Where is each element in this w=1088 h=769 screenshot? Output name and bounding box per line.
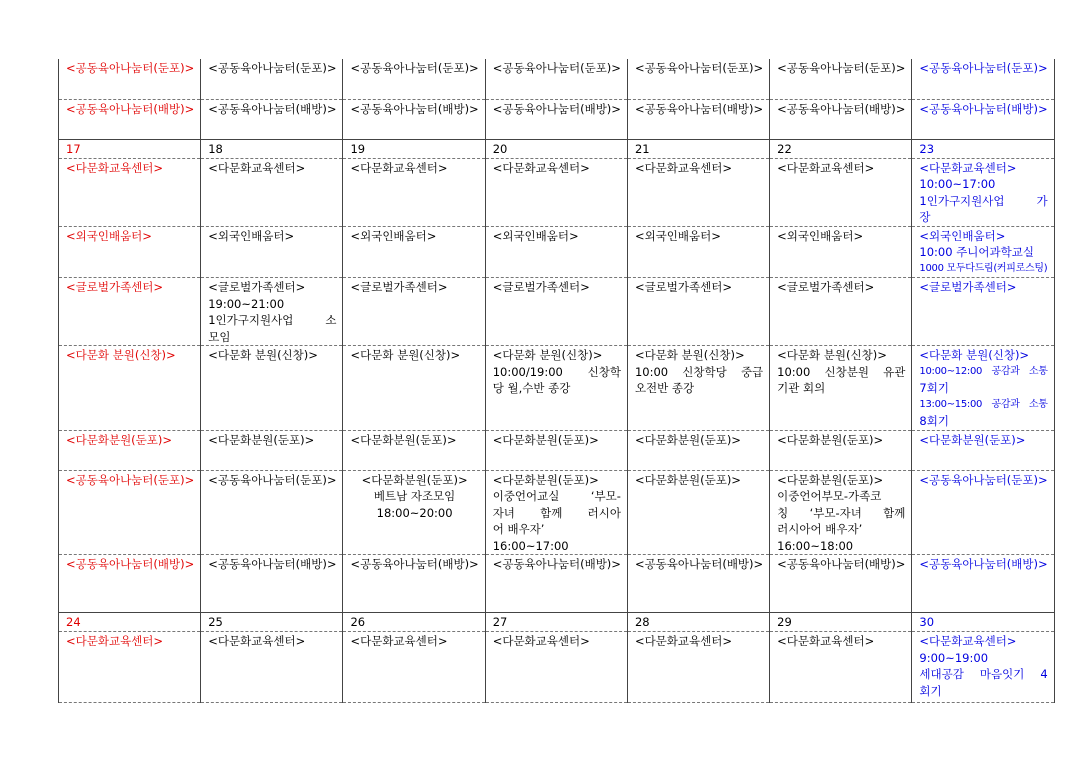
center-name: <다문화 분원(신창)>: [492, 348, 603, 362]
center-name: <글로벌가족센터>: [350, 280, 448, 294]
calendar-cell-thu: [627, 226, 769, 278]
event-text: 16:00~17:00: [492, 538, 569, 553]
event-text: 1인가구지원사업 소: [208, 313, 337, 327]
event-text: 칭 ‘부모-자녀 함께: [777, 505, 906, 520]
event-text: 13:00~15:00 공감과 소통: [919, 398, 1048, 410]
day-number: 30: [919, 615, 935, 629]
center-name: <공동육아나눔터(둔포)>: [350, 61, 479, 75]
center-name: <다문화분원(둔포)>: [208, 432, 315, 447]
center-name: <글로벌가족센터>: [208, 280, 306, 294]
calendar-cell-sat: [912, 226, 1054, 278]
day-number: 25: [208, 615, 223, 629]
calendar-cell-sun: [59, 346, 201, 431]
calendar-cell-mon: [201, 470, 343, 555]
event-text: 10:00 신창분원 유관: [777, 364, 906, 379]
event-text: 10:00 신창학당 중급: [634, 364, 764, 379]
calendar-cell-thu: [627, 555, 769, 613]
calendar-cell-thu: [627, 158, 769, 226]
event-text: 10:00/19:00 신창학: [492, 364, 621, 379]
calendar-cell-tue: [343, 226, 485, 278]
center-name: <공동육아나눔터(배방)>: [919, 101, 1048, 116]
calendar-cell-mon: [201, 139, 343, 158]
center-name: <공동육아나눔터(배방)>: [208, 557, 337, 571]
row-dunpo-childcare-w3: [59, 59, 1055, 99]
calendar-cell-wed: [485, 158, 627, 226]
center-name: <다문화분원(둔포)>: [777, 472, 884, 487]
calendar-cell-wed: [485, 226, 627, 278]
event-text: 러시아어 배우자’: [777, 522, 863, 536]
row-dates-week5: [59, 613, 1055, 632]
calendar-cell-mon: [201, 59, 343, 99]
calendar-cell-wed: [485, 430, 627, 470]
event-text: 오전반 종강: [634, 381, 695, 395]
calendar-cell-mon: [201, 430, 343, 470]
row-baebang-childcare-w4: [59, 555, 1055, 613]
center-name: <공동육아나눔터(배방)>: [634, 557, 764, 571]
center-name: <다문화교육센터>: [66, 160, 164, 175]
center-name: <다문화교육센터>: [634, 160, 732, 175]
center-name: <글로벌가족센터>: [634, 280, 732, 294]
center-name: <공동육아나눔터(둔포)>: [777, 61, 906, 75]
center-name: <공동육아나눔터(배방)>: [66, 557, 195, 571]
center-name: <다문화 분원(신창)>: [919, 348, 1030, 362]
row-dunpo-mixed-w4: [59, 470, 1055, 555]
calendar-cell-thu: [627, 139, 769, 158]
calendar-cell-mon: [201, 632, 343, 703]
center-name: <공동육아나눔터(둔포)>: [919, 472, 1048, 487]
calendar-cell-sun: [59, 99, 201, 139]
center-name: <다문화교육센터>: [350, 160, 448, 175]
calendar-cell-mon: [201, 555, 343, 613]
calendar-cell-wed: [485, 555, 627, 613]
center-name: <공동육아나눔터(배방)>: [777, 101, 906, 116]
day-number: 26: [350, 615, 366, 629]
event-text: 9:00~19:00: [919, 650, 989, 665]
event-text: 1인가구지원사업 가: [919, 193, 1048, 208]
day-number: 17: [66, 141, 81, 156]
calendar-cell-thu: [627, 278, 769, 346]
calendar-cell-thu: [627, 346, 769, 431]
center-name: <다문화교육센터>: [919, 634, 1017, 648]
event-text: 10:00~17:00: [919, 177, 996, 191]
calendar-cell-tue: [343, 430, 485, 470]
calendar-cell-sat: [912, 430, 1054, 470]
center-name: <공동육아나눔터(배방)>: [492, 557, 621, 571]
center-name: <다문화분원(둔포)>: [634, 472, 741, 487]
center-name: <외국인배움터>: [634, 228, 721, 243]
center-name: <다문화 분원(신창)>: [777, 348, 887, 362]
center-name: <다문화교육센터>: [350, 634, 448, 648]
calendar-cell-fri: [770, 632, 912, 703]
center-name: <다문화분원(둔포)>: [634, 432, 741, 447]
calendar-cell-fri: [770, 99, 912, 139]
event-text: 이중언어교실 ‘부모-: [492, 489, 621, 503]
calendar-cell-tue: [343, 470, 485, 555]
center-name: <글로벌가족센터>: [492, 280, 590, 294]
event-text: 19:00~21:00: [208, 296, 285, 311]
row-foreign-learning-w4: [59, 226, 1055, 278]
calendar-cell-mon: [201, 226, 343, 278]
calendar-cell-tue: [343, 613, 485, 632]
calendar-cell-sat: [912, 59, 1054, 99]
center-name: <다문화 분원(신창)>: [208, 348, 318, 362]
calendar-cell-thu: [627, 613, 769, 632]
day-number: 27: [492, 615, 508, 629]
center-name: <외국인배움터>: [777, 228, 864, 243]
calendar-cell-sun: [59, 470, 201, 555]
calendar-cell-mon: [201, 158, 343, 226]
center-name: <외국인배움터>: [492, 228, 579, 243]
row-multicultural-center-w5: [59, 632, 1055, 703]
center-name: <공동육아나눔터(배방)>: [208, 101, 337, 116]
calendar-cell-sat: [912, 278, 1054, 346]
calendar-cell-sat: [912, 470, 1054, 555]
calendar-cell-sun: [59, 59, 201, 99]
center-name: <다문화교육센터>: [634, 634, 732, 648]
event-text: 이중언어부모-가족코: [777, 489, 882, 503]
calendar-cell-sun: [59, 613, 201, 632]
calendar-cell-tue: [343, 158, 485, 226]
calendar-cell-fri: [770, 470, 912, 555]
center-name: <다문화분원(둔포)>: [350, 432, 457, 447]
calendar-cell-sat: [912, 632, 1054, 703]
event-text: 18:00~20:00: [376, 505, 453, 520]
calendar-cell-mon: [201, 346, 343, 431]
calendar-cell-mon: [201, 613, 343, 632]
calendar-cell-sun: [59, 226, 201, 278]
center-name: <공동육아나눔터(둔포)>: [492, 61, 621, 75]
day-number: 19: [350, 141, 366, 156]
event-text: 회기: [919, 683, 942, 698]
calendar-cell-sun: [59, 555, 201, 613]
center-name: <다문화교육센터>: [777, 634, 875, 648]
event-text: 어 배우자’: [492, 522, 545, 536]
calendar-cell-fri: [770, 158, 912, 226]
center-name: <다문화교육센터>: [777, 160, 875, 175]
center-name: <글로벌가족센터>: [66, 280, 164, 294]
center-name: <공동육아나눔터(둔포)>: [634, 61, 764, 75]
day-number: 29: [777, 615, 792, 629]
calendar-cell-sun: [59, 139, 201, 158]
calendar-cell-mon: [201, 278, 343, 346]
center-name: <공동육아나눔터(둔포)>: [66, 472, 195, 487]
calendar-cell-sat: [912, 346, 1054, 431]
calendar-cell-wed: [485, 470, 627, 555]
center-name: <공동육아나눔터(둔포)>: [66, 61, 195, 75]
event-text: 모임: [208, 329, 231, 344]
event-text: 베트남 자조모임: [373, 489, 456, 503]
center-name: <외국인배움터>: [66, 228, 152, 243]
center-name: <다문화 분원(신창)>: [634, 348, 745, 362]
row-sinchang-branch-w4: [59, 346, 1055, 431]
calendar-cell-fri: [770, 278, 912, 346]
calendar-cell-sat: [912, 555, 1054, 613]
calendar-cell-tue: [343, 99, 485, 139]
center-name: <다문화분원(둔포)>: [66, 432, 173, 447]
calendar-cell-tue: [343, 139, 485, 158]
calendar-cell-sat: [912, 99, 1054, 139]
center-name: <공동육아나눔터(둔포)>: [208, 61, 337, 75]
row-multicultural-center-w4: [59, 158, 1055, 226]
calendar-cell-tue: [343, 278, 485, 346]
center-name: <다문화분원(둔포)>: [361, 472, 468, 487]
calendar-cell-fri: [770, 430, 912, 470]
center-name: <공동육아나눔터(배방)>: [350, 101, 479, 116]
calendar-cell-sat: [912, 139, 1054, 158]
center-name: <공동육아나눔터(배방)>: [919, 557, 1048, 571]
center-name: <외국인배움터>: [208, 228, 295, 243]
calendar-cell-fri: [770, 346, 912, 431]
calendar-cell-tue: [343, 59, 485, 99]
center-name: <다문화교육센터>: [66, 634, 164, 648]
center-name: <다문화교육센터>: [492, 634, 590, 648]
center-name: <외국인배움터>: [919, 228, 1006, 243]
day-number: 21: [634, 141, 650, 156]
center-name: <다문화교육센터>: [208, 634, 306, 648]
day-number: 18: [208, 141, 223, 156]
calendar-cell-wed: [485, 139, 627, 158]
calendar-cell-fri: [770, 59, 912, 99]
row-dates-week4: [59, 139, 1055, 158]
center-name: <공동육아나눔터(배방)>: [777, 557, 906, 571]
center-name: <공동육아나눔터(둔포)>: [919, 61, 1048, 75]
center-name: <다문화교육센터>: [919, 160, 1017, 175]
calendar-cell-mon: [201, 99, 343, 139]
center-name: <다문화분원(둔포)>: [777, 432, 884, 447]
row-dunpo-branch-w4: [59, 430, 1055, 470]
row-baebang-childcare-w3: [59, 99, 1055, 139]
calendar-cell-thu: [627, 59, 769, 99]
event-text: 10:00 주니어과학교실: [919, 245, 1034, 259]
calendar-table: [58, 59, 1055, 703]
event-text: 기관 회의: [777, 381, 826, 395]
calendar-cell-thu: [627, 632, 769, 703]
calendar-cell-thu: [627, 430, 769, 470]
center-name: <다문화 분원(신창)>: [66, 348, 176, 362]
calendar-body: [59, 59, 1055, 703]
calendar-cell-fri: [770, 226, 912, 278]
event-text: 장: [919, 210, 931, 224]
center-name: <외국인배움터>: [350, 228, 437, 243]
center-name: <다문화 분원(신창)>: [350, 348, 461, 362]
center-name: <공동육아나눔터(둔포)>: [208, 472, 337, 487]
calendar-cell-fri: [770, 613, 912, 632]
calendar-cell-wed: [485, 613, 627, 632]
day-number: 28: [634, 615, 650, 629]
day-number: 23: [919, 141, 935, 156]
event-text: 세대공감 마음잇기 4: [919, 667, 1048, 681]
calendar-cell-fri: [770, 139, 912, 158]
calendar-cell-sun: [59, 632, 201, 703]
calendar-cell-wed: [485, 346, 627, 431]
event-text: 7회기: [919, 381, 949, 395]
center-name: <다문화교육센터>: [492, 160, 590, 175]
calendar-cell-tue: [343, 346, 485, 431]
center-name: <다문화분원(둔포)>: [919, 432, 1026, 447]
center-name: <공동육아나눔터(배방)>: [66, 101, 195, 116]
calendar-cell-sat: [912, 158, 1054, 226]
calendar-cell-thu: [627, 470, 769, 555]
event-text: 16:00~18:00: [777, 538, 854, 553]
center-name: <공동육아나눔터(배방)>: [634, 101, 764, 116]
event-text: 당 월,수반 종강: [492, 381, 571, 395]
calendar-cell-sat: [912, 613, 1054, 632]
calendar-cell-tue: [343, 632, 485, 703]
calendar-cell-fri: [770, 555, 912, 613]
event-text: 1000 모두다드림(커피로스팅): [919, 262, 1048, 274]
calendar-cell-wed: [485, 59, 627, 99]
event-text: 자녀 함께 러시아: [492, 505, 621, 520]
day-number: 22: [777, 141, 792, 156]
center-name: <다문화분원(둔포)>: [492, 432, 599, 447]
calendar-cell-wed: [485, 278, 627, 346]
center-name: <글로벌가족센터>: [777, 280, 875, 294]
day-number: 24: [66, 615, 81, 629]
center-name: <공동육아나눔터(배방)>: [350, 557, 479, 571]
calendar-cell-thu: [627, 99, 769, 139]
event-text: 10:00~12:00 공감과 소통: [919, 365, 1048, 377]
calendar-cell-wed: [485, 632, 627, 703]
calendar-cell-sun: [59, 158, 201, 226]
center-name: <글로벌가족센터>: [919, 280, 1017, 294]
center-name: <다문화교육센터>: [208, 160, 306, 175]
event-text: 8회기: [919, 414, 949, 428]
row-global-family-w4: [59, 278, 1055, 346]
day-number: 20: [492, 141, 508, 156]
calendar-cell-tue: [343, 555, 485, 613]
center-name: <다문화분원(둔포)>: [492, 472, 599, 487]
center-name: <공동육아나눔터(배방)>: [492, 101, 621, 116]
calendar-cell-sun: [59, 430, 201, 470]
calendar-cell-sun: [59, 278, 201, 346]
calendar-cell-wed: [485, 99, 627, 139]
